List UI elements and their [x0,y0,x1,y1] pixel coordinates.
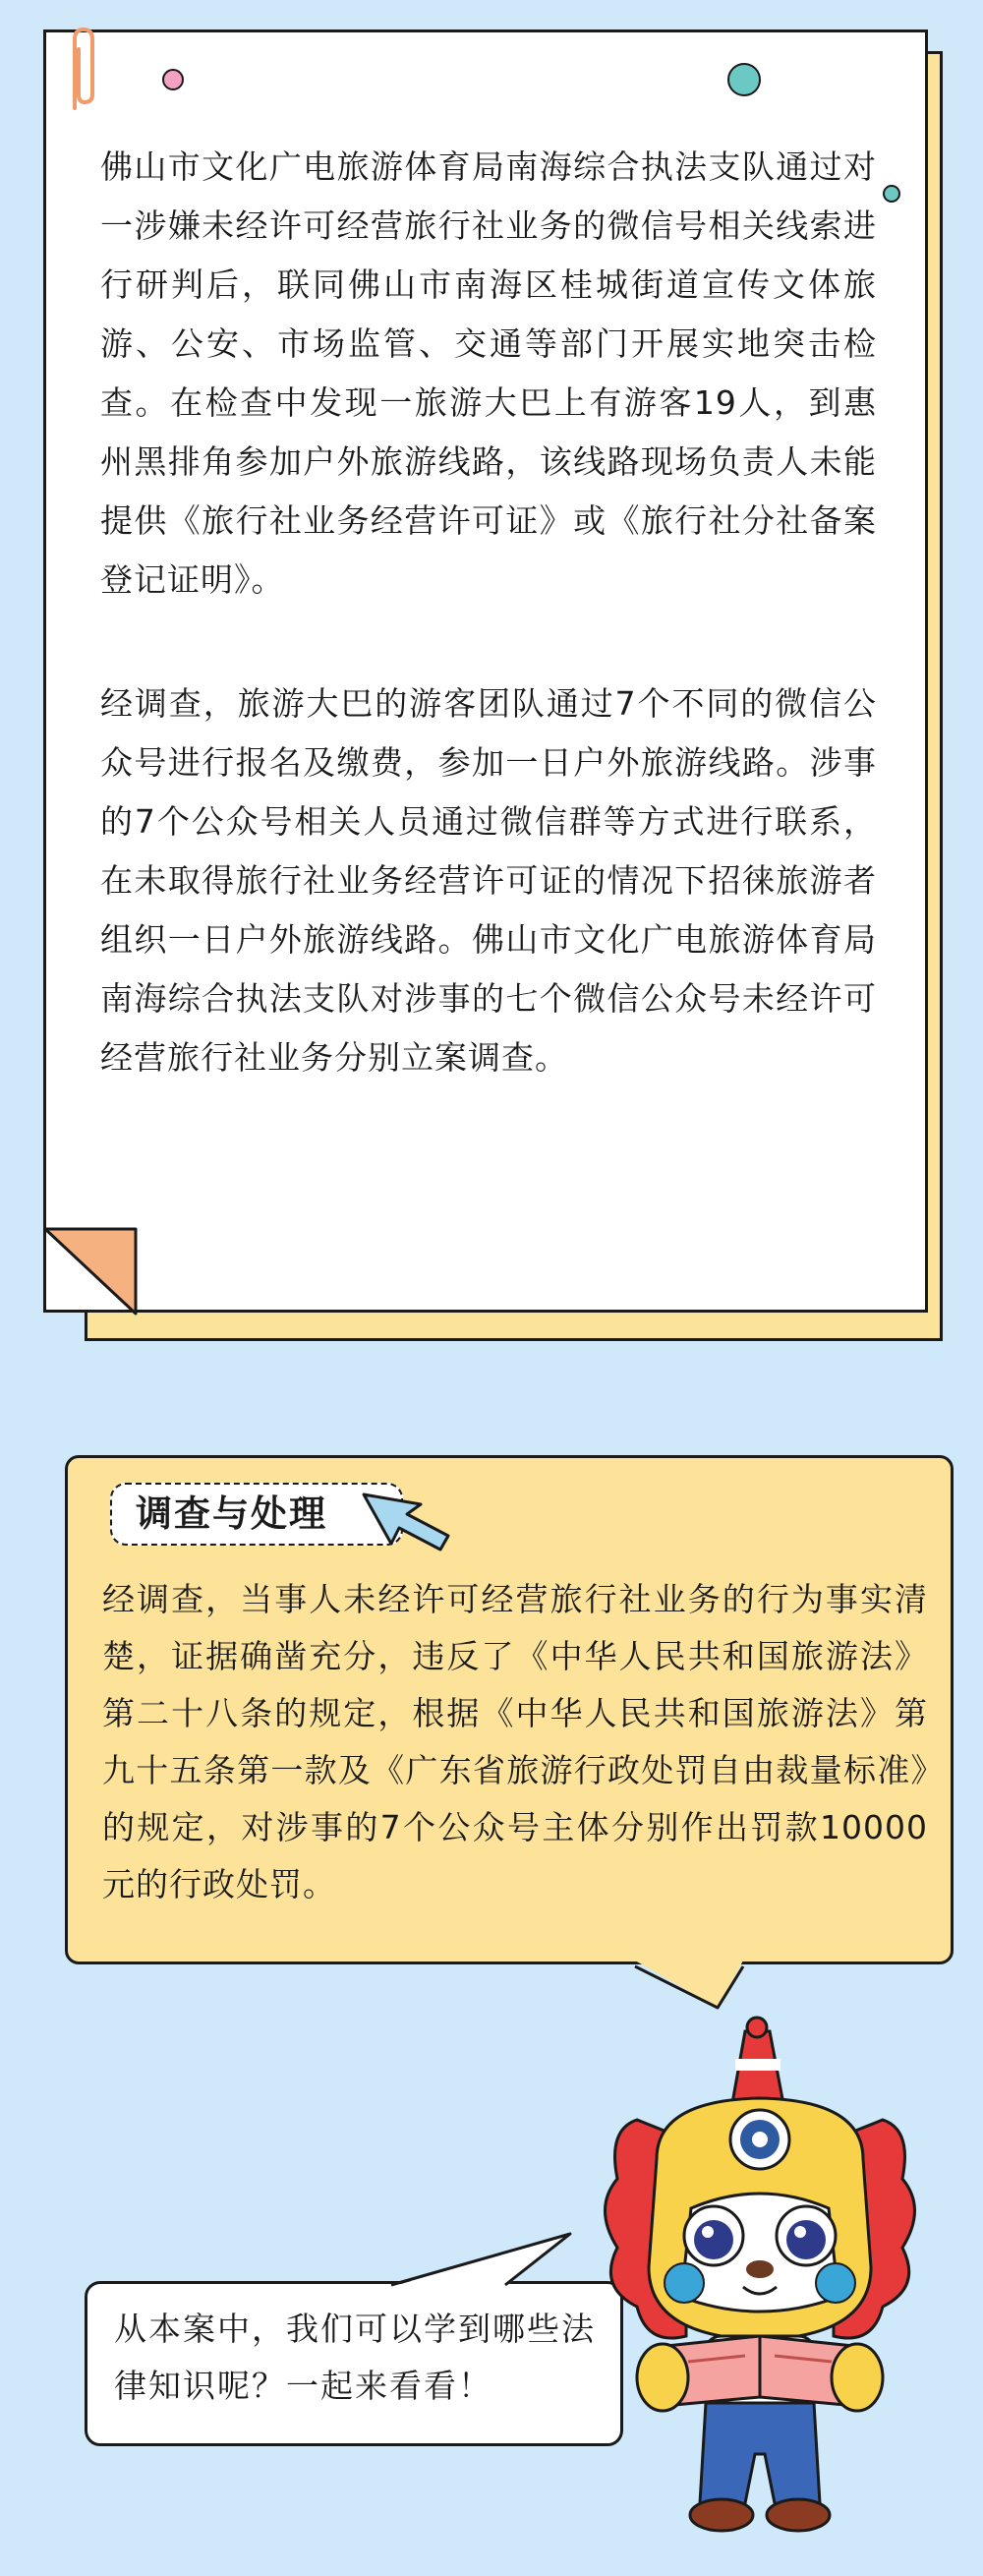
decor-dot-teal-small [883,185,900,203]
notice-paragraph-2: 经调查，旅游大巴的游客团队通过7个不同的微信公众号进行报名及缴费，参加一日户外旅游线路。涉事的7个公众号相关人员通过微信群等方式进行联系，在未取得旅行社业务经营许可证的情况下招徕旅游者组织一日户外旅游线路。佛山市文化广电旅游体育局南海综合执法支队对涉事的七个微信公众号未经许可经营旅行社业务分别立案调查。 [100,684,877,1077]
notice-paragraph-1: 佛山市文化广电旅游体育局南海综合执法支队通过对一涉嫌未经许可经营旅行社业务的微信号相关线索进行研判后，联同佛山市南海区桂城街道宣传文体旅游、公安、市场监管、交通等部门开展实地突击检查。在检查中发现一旅游大巴上有游客19人，到惠州黑排角参加户外旅游线路，该线路现场负责人未能提供《旅行社业务经营许可证》或《旅行社分社备案登记证明》。 [100,147,877,599]
arrow-pointer-icon [356,1487,454,1555]
speech-bubble-tail [387,2230,574,2289]
decor-dot-teal [727,63,761,96]
speech-text: 从本案中，我们可以学到哪些法律知识呢？一起来看看！ [114,2310,596,2405]
section-title: 调查与处理 [136,1493,327,1535]
paperclip-icon [65,26,102,114]
lion-mascot-icon [598,2012,922,2562]
decor-dot-pink [162,69,184,90]
page-fold-corner [43,1227,142,1316]
investigation-body: 经调查，当事人未经许可经营旅行社业务的行为事实清楚，证据确凿充分，违反了《中华人民共和国旅游法》第二十八条的规定，根据《中华人民共和国旅游法》第九十五条第一款及《广东省旅游行政处罚自由裁量标准》的规定，对涉事的7个公众号主体分别作出罚款10000元的行政处罚。 [102,1580,928,1903]
investigation-box-tail [629,1957,757,2012]
